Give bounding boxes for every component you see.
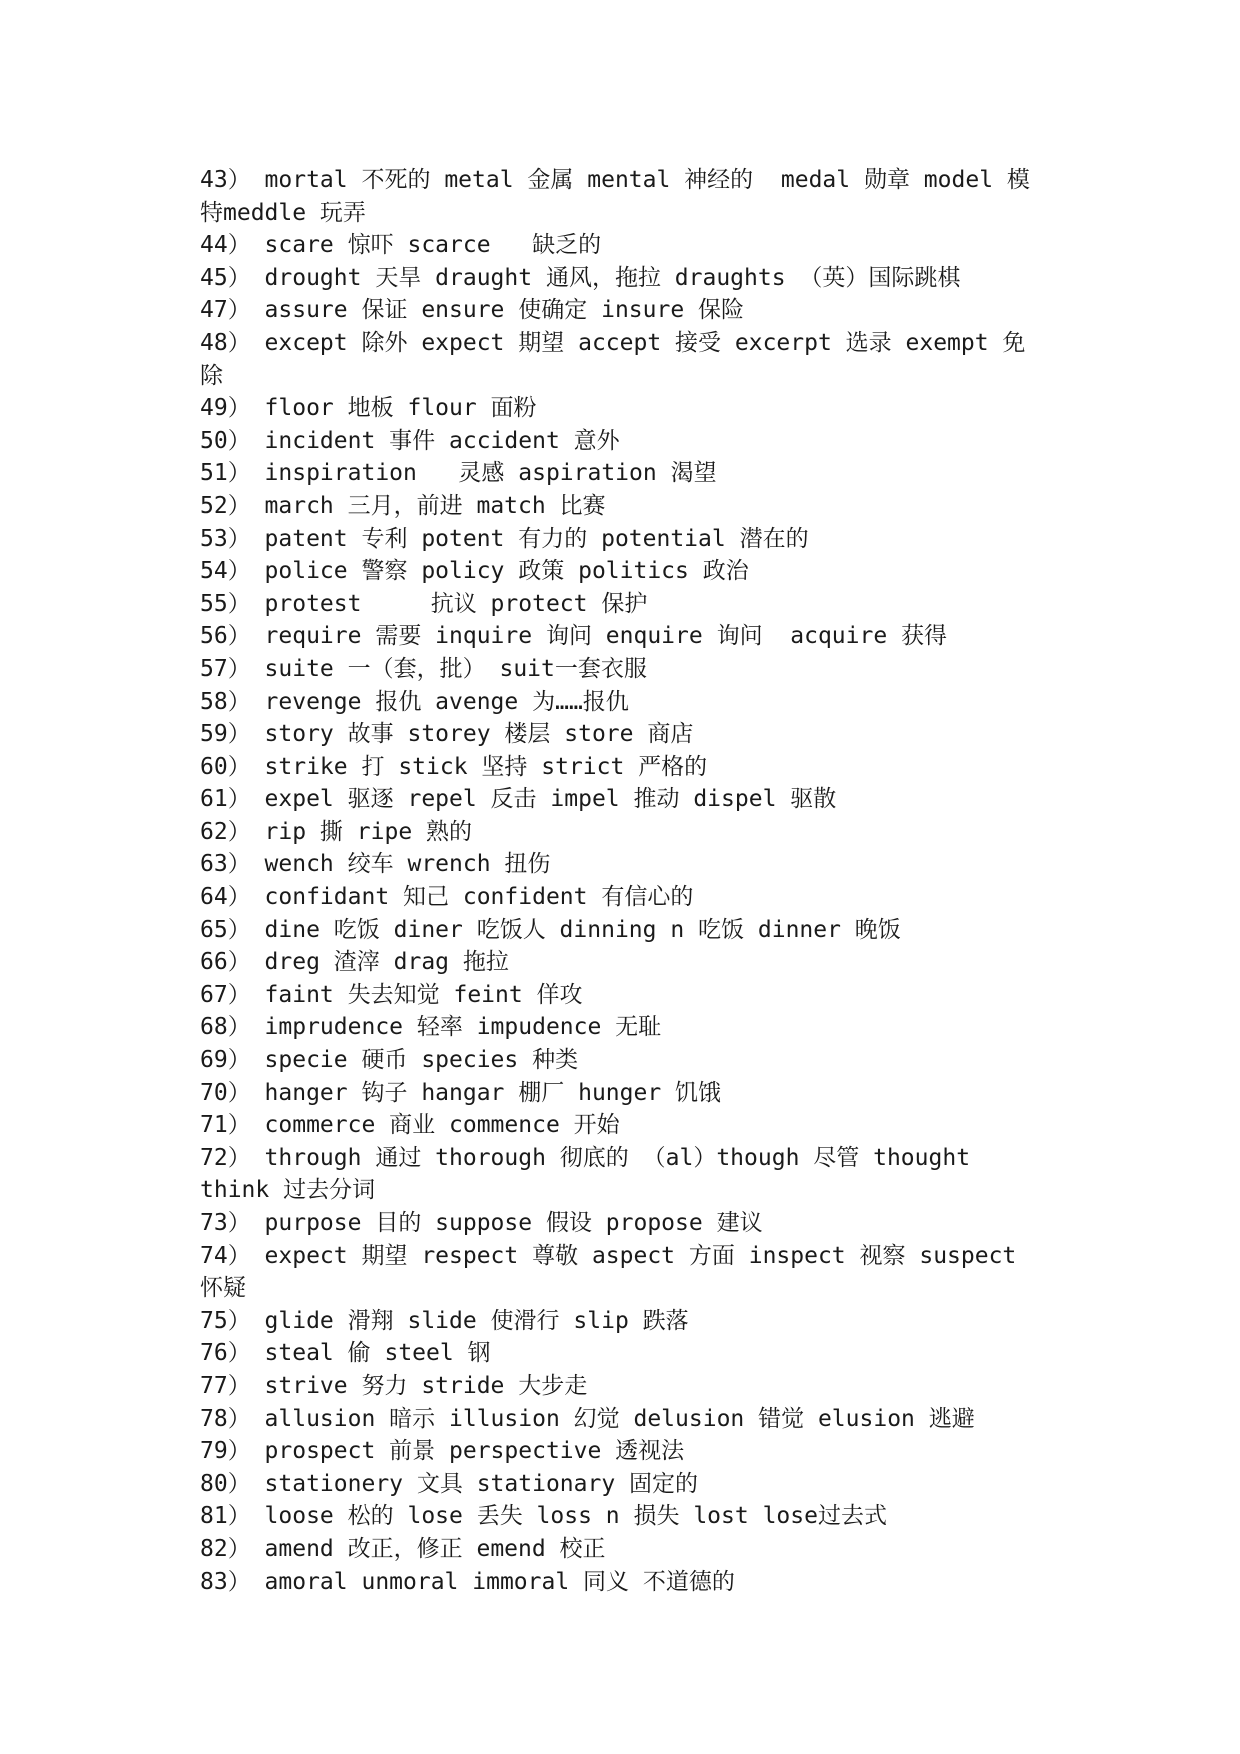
vocab-entry-66: 66） dreg 渣滓 drag 拖拉 bbox=[200, 949, 509, 976]
vocab-entry-75: 75） glide 滑翔 slide 使滑行 slip 跌落 bbox=[200, 1307, 689, 1334]
vocab-entry-58: 58） revenge 报仇 avenge 为……报仇 bbox=[200, 688, 629, 715]
vocab-entry-79: 79） prospect 前景 perspective 透视法 bbox=[200, 1438, 685, 1465]
vocab-entry-76: 76） steal 偷 steel 钢 bbox=[200, 1340, 491, 1367]
vocabulary-list bbox=[200, 164, 1042, 1598]
vocab-entry-65: 65） dine 吃饭 diner 吃饭人 dinning n 吃饭 dinner 晚饭 bbox=[200, 916, 901, 943]
vocab-entry-68: 68） imprudence 轻率 impudence 无耻 bbox=[200, 1014, 662, 1041]
vocab-entry-50: 50） incident 事件 accident 意外 bbox=[200, 427, 620, 454]
vocab-entry-43: 43） mortal 不死的 metal 金属 mental 神经的 medal 勋章 model 模特meddle 玩弄 bbox=[200, 167, 1030, 226]
vocab-entry-48: 48） except 除外 expect 期望 accept 接受 excerpt 选录 exempt 免除 bbox=[200, 329, 1026, 389]
vocab-entry-73: 73） purpose 目的 suppose 假设 propose 建议 bbox=[200, 1210, 763, 1236]
vocab-entry-45: 45） drought 天旱 draught 通风，拖拉 draughts （英）国际跳棋 bbox=[200, 264, 961, 291]
vocab-entry-70: 70） hanger 钩子 hangar 棚厂 hunger 饥饿 bbox=[200, 1079, 722, 1106]
vocab-entry-64: 64） confidant 知己 confident 有信心的 bbox=[200, 884, 694, 911]
vocab-entry-83: 83） amoral unmoral immoral 同义 不道德的 bbox=[200, 1568, 735, 1595]
vocab-entry-57: 57） suite 一（套，批） suit一套衣服 bbox=[200, 655, 647, 682]
vocab-entry-67: 67） faint 失去知觉 feint 佯攻 bbox=[200, 981, 583, 1008]
vocab-entry-81: 81） loose 松的 lose 丢失 loss n 损失 lost lose过去式 bbox=[200, 1503, 887, 1530]
vocab-entry-54: 54） police 警察 policy 政策 politics 政治 bbox=[200, 558, 749, 585]
vocab-entry-80: 80） stationery 文具 stationary 固定的 bbox=[200, 1470, 699, 1497]
vocab-entry-63: 63） wench 绞车 wrench 扭伤 bbox=[200, 851, 551, 878]
vocab-entry-47: 47） assure 保证 ensure 使确定 insure 保险 bbox=[200, 297, 745, 324]
vocab-entry-69: 69） specie 硬币 species 种类 bbox=[200, 1047, 579, 1074]
vocab-entry-51: 51） inspiration 灵感 aspiration 渴望 bbox=[200, 460, 717, 487]
vocab-entry-49: 49） floor 地板 flour 面粉 bbox=[200, 395, 537, 422]
vocab-entry-71: 71） commerce 商业 commence 开始 bbox=[200, 1112, 620, 1139]
vocab-entry-77: 77） strive 努力 stride 大步走 bbox=[200, 1372, 588, 1399]
vocab-entry-52: 52） march 三月，前进 match 比赛 bbox=[200, 492, 606, 519]
vocab-entry-55: 55） protest 抗议 protect 保护 bbox=[200, 590, 648, 617]
vocab-entry-56: 56） require 需要 inquire 询问 enquire 询问 acquire 获得 bbox=[200, 623, 948, 650]
vocab-entry-82: 82） amend 改正，修正 emend 校正 bbox=[200, 1535, 606, 1562]
vocab-entry-62: 62） rip 撕 ripe 熟的 bbox=[200, 818, 473, 845]
vocab-entry-74: 74） expect 期望 respect 尊敬 aspect 方面 inspect 视察 suspect 怀疑 bbox=[200, 1242, 1031, 1302]
vocab-entry-59: 59） story 故事 storey 楼层 store 商店 bbox=[200, 721, 694, 748]
vocab-entry-61: 61） expel 驱逐 repel 反击 impel 推动 dispel 驱散 bbox=[200, 786, 837, 813]
vocab-entry-44: 44） scare 惊吓 scarce 缺乏的 bbox=[200, 232, 602, 259]
vocab-entry-53: 53） patent 专利 potent 有力的 potential 潜在的 bbox=[200, 525, 809, 552]
vocab-entry-78: 78） allusion 暗示 illusion 幻觉 delusion 错觉 elusion 逃避 bbox=[200, 1405, 975, 1432]
vocab-entry-60: 60） strike 打 stick 坚持 strict 严格的 bbox=[200, 753, 708, 780]
vocab-entry-72: 72） through 通过 thorough 彻底的 （al）though 尽管 thought think 过去分词 bbox=[200, 1144, 984, 1204]
